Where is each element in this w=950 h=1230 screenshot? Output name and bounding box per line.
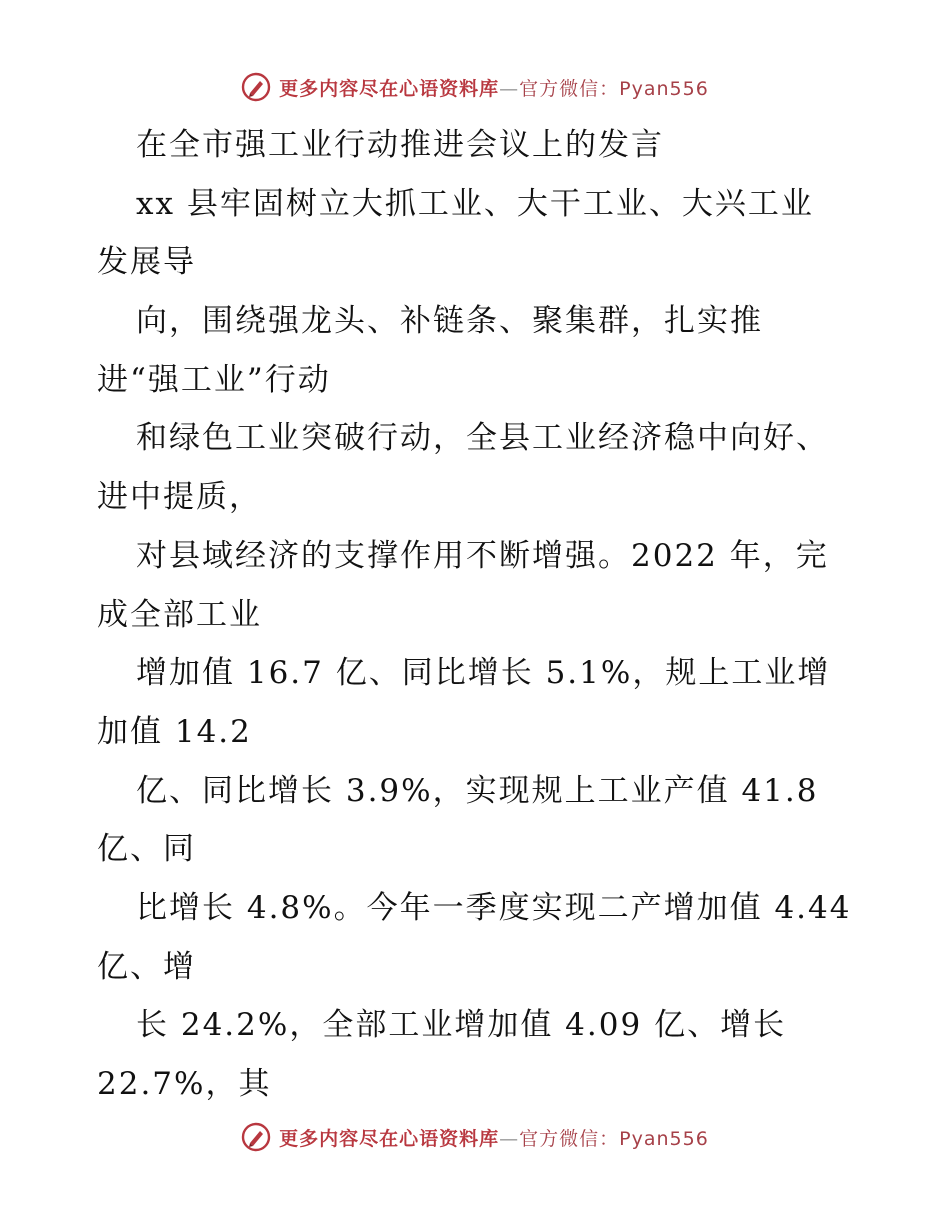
text-line: 比增长 4.8%。今年一季度实现二产增加值 4.44 bbox=[136, 889, 852, 926]
watermark-brand: 更多内容尽在心语资料库 bbox=[279, 1127, 500, 1150]
watermark-separator: — bbox=[499, 77, 520, 100]
pen-logo-icon bbox=[241, 72, 271, 102]
watermark-text bbox=[279, 74, 709, 101]
pen-logo-icon bbox=[241, 1122, 271, 1152]
watermark-separator: — bbox=[499, 1127, 520, 1150]
text-line: 亿、同 bbox=[97, 831, 196, 868]
text-line: xx 县牢固树立大抓工业、大干工业、大兴工业 bbox=[136, 185, 814, 222]
text-line: 和绿色工业突破行动，全县工业经济稳中向好、 bbox=[136, 420, 829, 457]
watermark-contact: 官方微信：Pyan556 bbox=[519, 77, 709, 100]
text-line: 对县域经济的支撑作用不断增强。2022 年，完 bbox=[136, 537, 829, 574]
text-line: 长 24.2%，全部工业增加值 4.09 亿、增长 bbox=[136, 1007, 787, 1044]
watermark-brand: 更多内容尽在心语资料库 bbox=[279, 77, 500, 100]
text-line: 增加值 16.7 亿、同比增长 5.1%，规上工业增 bbox=[136, 655, 831, 692]
document-body bbox=[97, 116, 857, 1114]
watermark-header bbox=[0, 72, 950, 102]
text-line: 成全部工业 bbox=[97, 596, 262, 633]
text-line: 向，围绕强龙头、补链条、聚集群，扎实推 bbox=[136, 303, 763, 340]
watermark-footer bbox=[0, 1122, 950, 1152]
text-line: 加值 14.2 bbox=[97, 713, 252, 750]
text-line: 在全市强工业行动推进会议上的发言 bbox=[136, 127, 664, 163]
text-line: 进“强工业”行动 bbox=[97, 361, 331, 398]
text-line: 亿、增 bbox=[97, 948, 196, 985]
text-line: 亿、同比增长 3.9%，实现规上工业产值 41.8 bbox=[136, 772, 819, 809]
watermark-text bbox=[279, 1124, 709, 1151]
text-line: 22.7%，其 bbox=[97, 1066, 272, 1102]
text-line: 进中提质， bbox=[97, 479, 262, 516]
watermark-contact: 官方微信：Pyan556 bbox=[519, 1127, 709, 1150]
text-line: 发展导 bbox=[97, 244, 196, 281]
